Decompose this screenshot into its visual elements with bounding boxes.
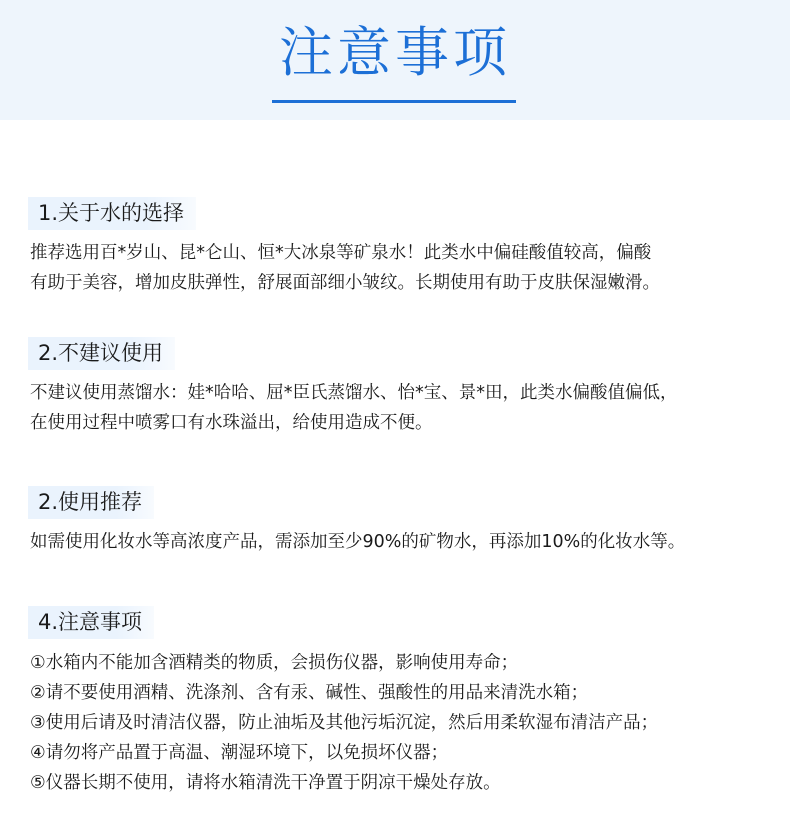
section-heading-water-choice: 1.关于水的选择: [28, 197, 196, 230]
section-body-not-recommended: [30, 378, 780, 438]
body-line: 如需使用化妆水等高浓度产品，需添加至少90%的矿物水，再添加10%的化妆水等。: [30, 532, 686, 552]
list-item: ③使用后请及时清洁仪器，防止油垢及其他污垢沉淀，然后用柔软湿布清洁产品；: [30, 713, 659, 733]
list-item: ②请不要使用酒精、洗涤剂、含有汞、碱性、强酸性的用品来清洗水箱；: [30, 683, 589, 703]
body-line: 推荐选用百*岁山、昆*仑山、恒*大冰泉等矿泉水！此类水中偏硅酸值较高，偏酸: [30, 243, 652, 263]
body-line: 有助于美容，增加皮肤弹性，舒展面部细小皱纹。长期使用有助于皮肤保湿嫩滑。: [30, 273, 660, 293]
header-banner: [0, 0, 790, 120]
body-line: 不建议使用蒸馏水：娃*哈哈、屈*臣氏蒸馏水、怡*宝、景*田，此类水偏酸值偏低，: [30, 383, 678, 403]
section-body-usage-recommendation: [30, 527, 780, 557]
section-heading-precautions: 4.注意事项: [28, 606, 154, 639]
section-body-water-choice: [30, 238, 780, 298]
list-item: ⑤仪器长期不使用，请将水箱清洗干净置于阴凉干燥处存放。: [30, 773, 501, 793]
page-title: 注意事项: [279, 21, 511, 84]
section-heading-usage-recommendation: 2.使用推荐: [28, 486, 154, 519]
title-underline: [272, 100, 516, 103]
list-item: ①水箱内不能加含酒精类的物质，会损伤仪器，影响使用寿命；: [30, 653, 519, 673]
body-line: 在使用过程中喷雾口有水珠溢出，给使用造成不便。: [30, 413, 433, 433]
list-item: ④请勿将产品置于高温、潮湿环境下，以免损坏仪器；: [30, 743, 449, 763]
section-heading-not-recommended: 2.不建议使用: [28, 337, 175, 370]
section-body-precautions: [30, 648, 780, 798]
